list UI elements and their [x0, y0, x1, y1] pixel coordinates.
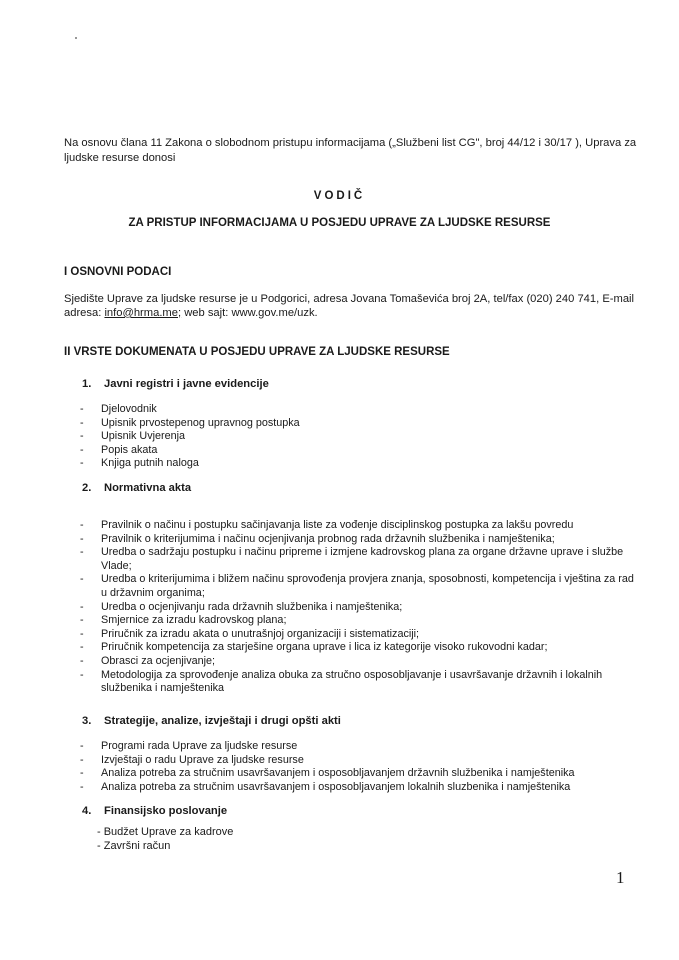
list-item: - Uredba o ocjenjivanju rada državnih službenika i namještenika; — [80, 600, 403, 613]
section-1-heading: I OSNOVNI PODACI — [64, 266, 172, 278]
registers-list — [80, 403, 300, 471]
strategies-list — [80, 740, 640, 794]
subsection-2-heading — [82, 482, 191, 494]
intro-paragraph: Na osnovu člana 11 Zakona o slobodnom pristupu informacijama („Službeni list CG", broj 44/12 i 30/17 ), Uprava za ljudske resurse donosi — [64, 137, 637, 164]
subsection-title: Finansijsko poslovanje — [104, 805, 228, 817]
subsection-number: 4. — [82, 805, 92, 817]
list-item: - Završni račun — [97, 839, 171, 852]
list-item: - Upisnik Uvjerenja — [80, 430, 186, 443]
list-item: - Pravilnik o kriterijumima i načinu ocjenjivanja probnog rada državnih službenika i namještenika; — [80, 532, 555, 545]
list-item: - Budžet Uprave za kadrove — [97, 826, 234, 838]
subsection-title: Javni registri i javne evidencije — [104, 378, 269, 390]
document-subtitle: ZA PRISTUP INFORMACIJAMA U POSJEDU UPRAVE ZA LJUDSKE RESURSE — [128, 217, 551, 229]
website-text: web sajt: www.gov.me/uzk. — [181, 306, 318, 319]
page-number: 1 — [616, 868, 625, 887]
list-item: - Priručnik kompetencija za starješine organa uprave i lica iz kategorije visoko rukovodni kadar; — [80, 641, 548, 654]
document-title: VODIČ — [313, 190, 366, 202]
list-item: - Obrasci za ocjenjivanje; — [80, 654, 216, 667]
subsection-title: Strategije, analize, izvještaji i drugi opšti akti — [104, 715, 341, 727]
list-item: - Smjernice za izradu kadrovskog plana; — [80, 614, 287, 627]
list-item: - Analiza potreba za stručnim usavršavanjem i osposobljavanjem lokalnih sluzbenika i namještenika — [80, 780, 571, 793]
list-item: - Priručnik za izradu akata o unutrašnjoj organizaciji i sistematizaciji; — [80, 627, 420, 640]
list-item: - Uredba o sadržaju postupku i načinu pripreme i izmjene kadrovskog plana za organe državne uprave i službe Vlade; — [80, 546, 624, 572]
address-text: Sjedište Uprave za ljudske resurse je u Podgorici, adresa Jovana Tomaševića broj 2A, tel/fax (020) 240 741, E-mail adresa: — [64, 293, 635, 319]
list-item: - Metodologija za sprovođenje analiza obuka za stručno osposobljavanje i usavršavanje državnih i lokalnih službenika i namještenika — [80, 668, 603, 695]
subsection-number: 3. — [82, 715, 92, 727]
subsection-number: 2. — [82, 482, 92, 494]
list-item: - Djelovodnik — [80, 403, 157, 415]
subsection-4-heading — [82, 805, 227, 817]
subsection-number: 1. — [82, 378, 92, 390]
list-item: - Izvještaji o radu Uprave za ljudske resurse — [80, 753, 304, 766]
list-item: - Knjiga putnih naloga — [80, 457, 199, 470]
list-item: - Pravilnik o načinu i postupku sačinjavanja liste za vođenje disciplinskog postupka za lakšu povredu — [80, 519, 574, 531]
list-item: - Upisnik prvostepenog upravnog postupka — [80, 416, 300, 429]
list-item: - Programi rada Uprave za ljudske resurse — [80, 740, 298, 752]
normative-acts-list — [80, 519, 640, 696]
subsection-title: Normativna akta — [104, 482, 192, 494]
section-2-heading: II VRSTE DOKUMENATA U POSJEDU UPRAVE ZA LJUDSKE RESURSE — [64, 346, 450, 358]
subsection-3-heading — [82, 715, 341, 727]
subsection-1-heading — [82, 378, 269, 390]
list-item: - Analiza potreba za stručnim usavršavanjem i osposobljavanjem državnih službenika i namještenika — [80, 767, 575, 780]
finance-list — [97, 826, 233, 853]
scan-speck — [75, 37, 77, 39]
section-1-paragraph — [64, 293, 654, 321]
list-item: - Uredba o kriterijumima i bližem načinu sprovođenja provjera znanja, sposobnosti, kompetencija i vještina za rad u državnim organima; — [80, 573, 634, 599]
email-link[interactable]: info@hrma.me; — [104, 306, 182, 319]
list-item: - Popis akata — [80, 443, 158, 456]
